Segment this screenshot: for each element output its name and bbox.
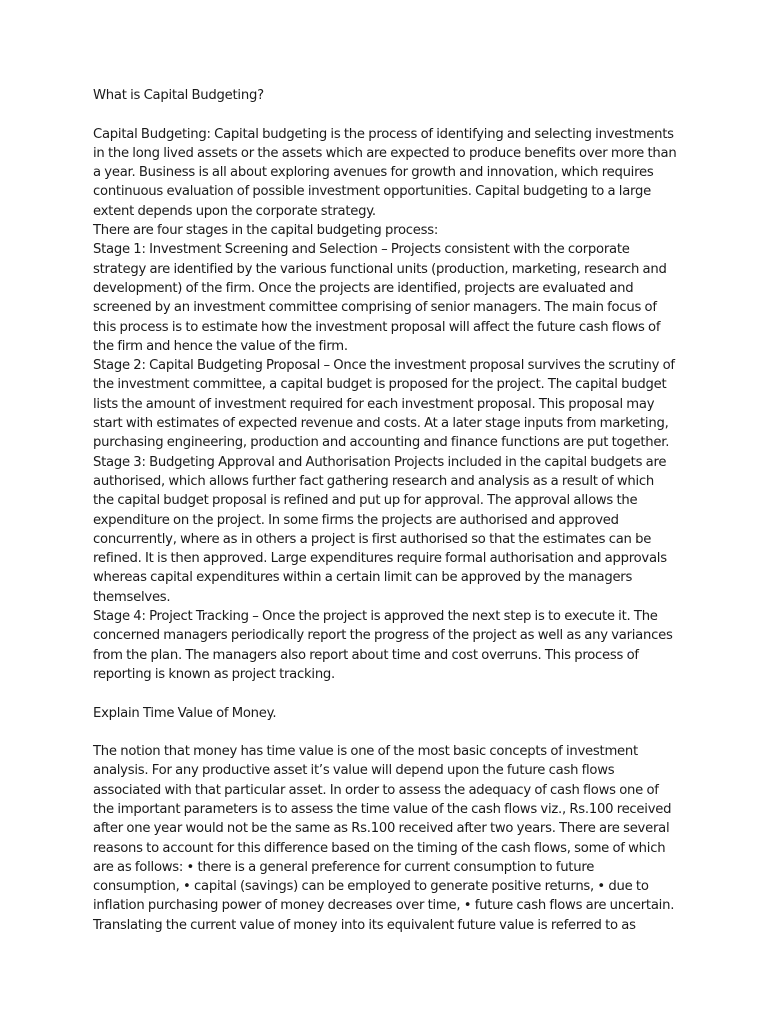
paragraph-capital-budgeting-definition: Capital Budgeting: Capital budgeting is the process of identifying and selecting investments in the long lived assets or the assets which are expected to produce benefits over more than a year. Business is all about exploring avenues for growth and innovation, which requires continuous evaluation of possible investment opportunities. Capital budgeting to a large extent depends upon the corporate strategy. [93,126,677,219]
paragraph-stage-4: Stage 4: Project Tracking – Once the project is approved the next step is to execute it. The concerned managers periodically report the progress of the project as well as any variances from the plan. The managers also report about time and cost overruns. This process of reporting is known as project tracking. [93,609,673,682]
heading-capital-budgeting: What is Capital Budgeting? [93,88,264,103]
paragraph-stage-1: Stage 1: Investment Screening and Selection – Projects consistent with the corporate strategy are identified by the various functional units (production, marketing, research and development) of the firm. Once the projects are identified, projects are evaluated and screened by an investment committee comprising of senior managers. The main focus of this process is to estimate how the investment proposal will affect the future cash flows of the firm and hence the value of the firm. [93,242,667,354]
paragraph-gap [93,105,678,124]
paragraph-gap [93,723,678,742]
heading-time-value-of-money: Explain Time Value of Money. [93,705,277,721]
paragraph-stage-3: Stage 3: Budgeting Approval and Authorisation Projects included in the capital budgets are authorised, which allows further fact gathering research and analysis as a result of which the capital budget proposal is refined and put up for approval. The approval allows the expenditure on the project. In some firms the projects are authorised and approved concurrently, where as in others a project is first authorised so that the estimates can be refined. It is then approved. Large expenditures require formal authorisation and approvals whereas capital expenditures within a certain limit can be approved by the managers themselves. [93,454,667,605]
document-body [93,86,678,935]
paragraph-stage-2: Stage 2: Capital Budgeting Proposal – Once the investment proposal survives the scrutiny of the investment committee, a capital budget is proposed for the project. The capital budget lists the amount of investment required for each investment proposal. This proposal may start with estimates of expected revenue and costs. At a later stage inputs from marketing, purchasing engineering, production and accounting and finance functions are put together. [93,358,675,451]
paragraph-stages-intro: There are four stages in the capital budgeting process: [93,223,439,239]
paragraph-gap [93,684,678,703]
paragraph-time-value-of-money: The notion that money has time value is one of the most basic concepts of investment analysis. For any productive asset it’s value will depend upon the future cash flows associated with that particular asset. In order to assess the adequacy of cash flows one of the important parameters is to assess the time value of the cash flows viz., Rs.100 received after one year would not be the same as Rs.100 received after two years. There are several reasons to account for this difference based on the timing of the cash flows, some of which are as follows: • there is a general preference for current consumption to future consumption, • capital (savings) can be employed to generate positive returns, • due to inflation purchasing power of money decreases over time, • future cash flows are uncertain. Translating the current value of money into its equivalent future value is referred to as [93,744,675,933]
